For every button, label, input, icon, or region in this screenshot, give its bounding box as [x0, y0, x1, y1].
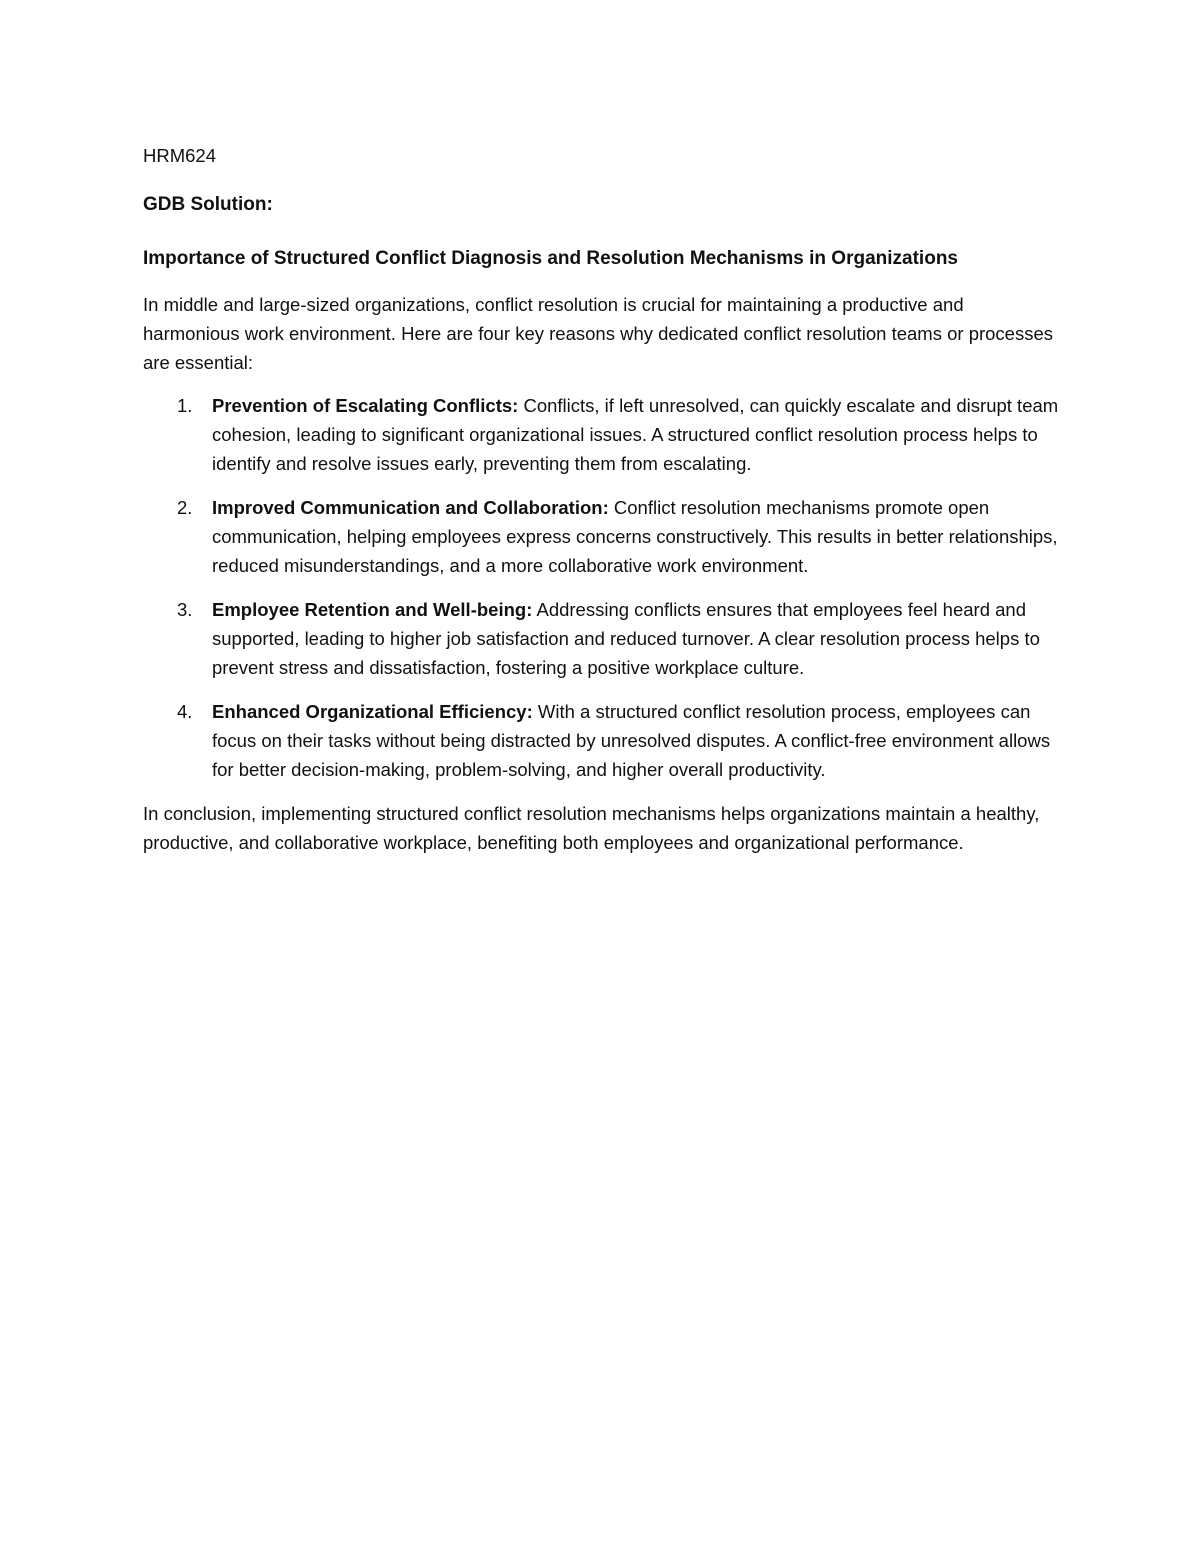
- list-item-number: 3.: [177, 599, 193, 620]
- list-item-text: With a structured conflict resolution process, employees can focus on their tasks without being distracted by unresolved disputes. A conflict-free environment allows for better decision-making, problem-solving, and higher overall productivity.: [212, 701, 1051, 780]
- list-item-title: Improved Communication and Collaboration:: [212, 497, 609, 518]
- conclusion-paragraph: In conclusion, implementing structured conflict resolution mechanisms helps organizations maintain a healthy, productive, and collaborative workplace, benefiting both employees and organizational performance.: [143, 803, 1040, 853]
- list-item-text: Addressing conflicts ensures that employees feel heard and supported, leading to higher job satisfaction and reduced turnover. A clear resolution process helps to prevent stress and dissatisfaction, fostering a positive workplace culture.: [212, 599, 1040, 678]
- list-item-number: 4.: [177, 701, 193, 722]
- list-item-text: Conflicts, if left unresolved, can quickly escalate and disrupt team cohesion, leading to significant organizational issues. A structured conflict resolution process helps to identify and resolve issues early, preventing them from escalating.: [212, 395, 1059, 474]
- document-body: [143, 141, 1063, 857]
- list-item-title: Employee Retention and Well-being:: [212, 599, 533, 620]
- list-item-number: 2.: [177, 497, 193, 518]
- course-code: HRM624: [143, 145, 216, 166]
- intro-paragraph: In middle and large-sized organizations, conflict resolution is crucial for maintaining a productive and harmonious work environment. Here are four key reasons why dedicated conflict resolution teams or processes are essential:: [143, 294, 1054, 373]
- list-item-title: Prevention of Escalating Conflicts:: [212, 395, 519, 416]
- list-item: [143, 391, 1063, 478]
- list-item: [143, 493, 1063, 580]
- document-title: Importance of Structured Conflict Diagnosis and Resolution Mechanisms in Organizations: [143, 248, 958, 269]
- section-heading: GDB Solution:: [143, 194, 273, 215]
- list-item: [143, 697, 1063, 784]
- list-item-title: Enhanced Organizational Efficiency:: [212, 701, 533, 722]
- list-item-text: Conflict resolution mechanisms promote open communication, helping employees express concerns constructively. This results in better relationships, reduced misunderstandings, and a more collaborative work environment.: [212, 497, 1058, 576]
- list-item: [143, 595, 1063, 682]
- list-item-number: 1.: [177, 395, 193, 416]
- reasons-list: [143, 391, 1063, 784]
